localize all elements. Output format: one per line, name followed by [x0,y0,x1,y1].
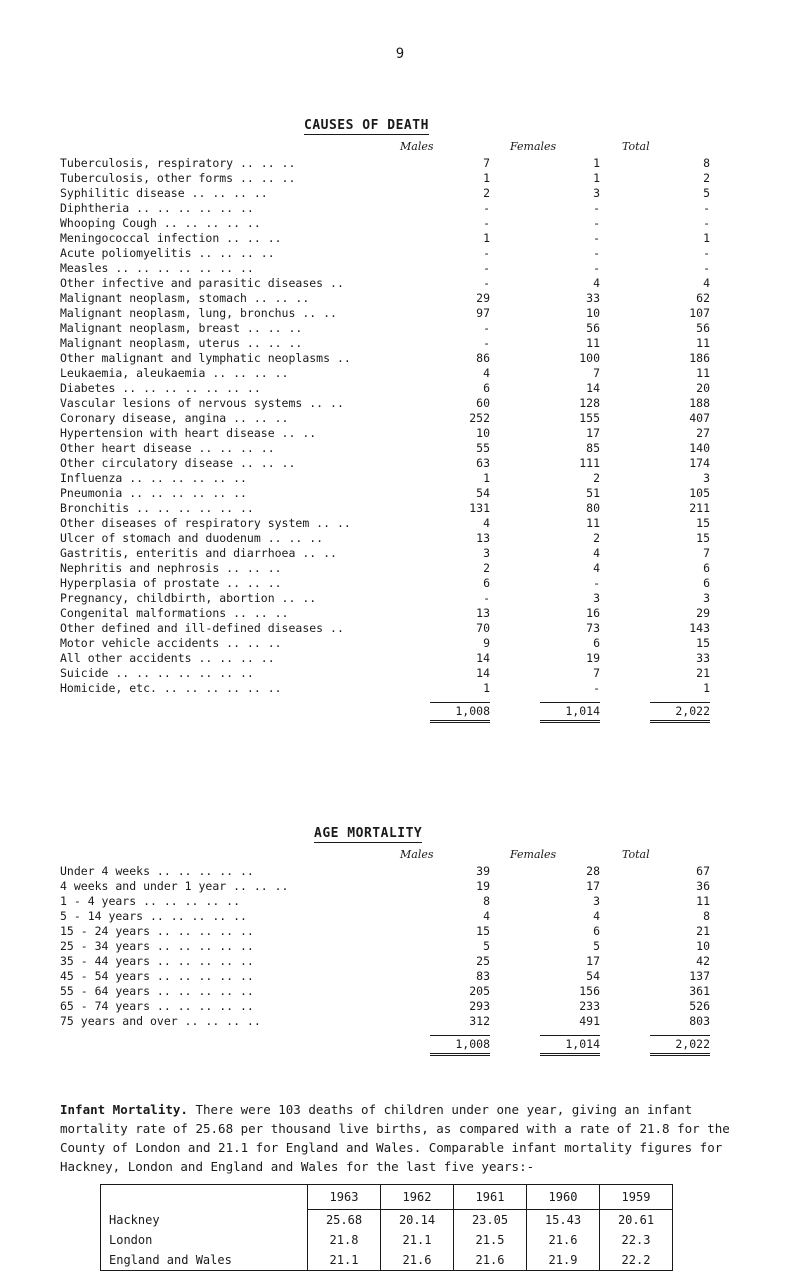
age-total-row [60,1035,720,1059]
age-males-value: 312 [469,1014,490,1028]
causes-total-value: 174 [689,456,710,470]
causes-total-value: 29 [696,606,710,620]
causes-females-value: 6 [593,636,600,650]
causes-cause-label: Hypertension with heart disease .. .. [60,426,317,440]
age-males-value: 39 [476,864,490,878]
causes-females-value: - [593,201,600,215]
causes-cause-label: Other malignant and lymphatic neoplasms .. [60,351,351,365]
causes-cause-label: Tuberculosis, other forms .. .. .. [60,171,296,185]
causes-males-value: - [483,321,490,335]
causes-males-value: 4 [483,516,490,530]
infant-mortality-lead: Infant Mortality. [60,1102,188,1117]
causes-total-value: 7 [703,546,710,560]
age-row [60,1014,720,1029]
causes-row [60,501,720,516]
age-females-value: 17 [586,879,600,893]
age-total-value: 803 [689,1014,710,1028]
causes-males-value: 3 [483,546,490,560]
causes-row [60,231,720,246]
age-total-value: 361 [689,984,710,998]
causes-females-value: 16 [586,606,600,620]
age-males-value: 25 [476,954,490,968]
causes-cause-label: Other circulatory disease .. .. .. [60,456,296,470]
causes-header-males: Males [400,140,434,153]
causes-cause-label: Ulcer of stomach and duodenum .. .. .. [60,531,324,545]
age-males-value: 19 [476,879,490,893]
causes-total-value: 15 [696,531,710,545]
causes-cause-label: Nephritis and nephrosis .. .. .. [60,561,282,575]
causes-cause-label: Influenza .. .. .. .. .. .. [60,471,247,485]
age-males-value: 5 [483,939,490,953]
causes-cause-label: Other diseases of respiratory system .. .. [60,516,351,530]
im-row-label: England and Wales [101,1250,308,1271]
im-rate-value: 21.9 [527,1250,600,1271]
causes-row [60,426,720,441]
causes-females-value: 33 [586,291,600,305]
causes-total-row [60,702,720,726]
causes-row [60,681,720,696]
causes-row [60,621,720,636]
causes-total-value: - [703,261,710,275]
im-rate-value: 21.1 [381,1230,454,1250]
age-table [60,864,720,1059]
causes-males-value: - [483,201,490,215]
causes-total-value: 140 [689,441,710,455]
causes-females-value: 2 [593,531,600,545]
causes-cause-label: All other accidents .. .. .. .. [60,651,275,665]
age-row [60,879,720,894]
causes-row [60,636,720,651]
causes-total-value: 5 [703,186,710,200]
age-total-value: 21 [696,924,710,938]
causes-total-value: - [703,201,710,215]
age-males-value: 4 [483,909,490,923]
causes-total-value: 8 [703,156,710,170]
age-females-value: 54 [586,969,600,983]
causes-total-value: 4 [703,276,710,290]
causes-males-value: 6 [483,381,490,395]
causes-row [60,381,720,396]
age-total-value: 10 [696,939,710,953]
causes-cause-label: Bronchitis .. .. .. .. .. .. [60,501,254,515]
causes-females-value: - [593,261,600,275]
causes-cause-label: Syphilitic disease .. .. .. .. [60,186,268,200]
age-total-value: 67 [696,864,710,878]
im-rate-value: 21.6 [454,1250,527,1271]
causes-total-value: 1 [703,681,710,695]
causes-cause-label: Suicide .. .. .. .. .. .. .. [60,666,254,680]
causes-males-value: 14 [476,666,490,680]
causes-females-value: 7 [593,366,600,380]
age-females-value: 4 [593,909,600,923]
age-males-value: 15 [476,924,490,938]
causes-females-value: 85 [586,441,600,455]
causes-row [60,216,720,231]
causes-cause-label: Diphtheria .. .. .. .. .. .. [60,201,254,215]
causes-females-value: 3 [593,591,600,605]
causes-cause-label: Vascular lesions of nervous systems .. .. [60,396,344,410]
age-males-value: 8 [483,894,490,908]
causes-males-value: 6 [483,576,490,590]
age-cause-label: Under 4 weeks .. .. .. .. .. [60,864,254,878]
causes-males-value: 7 [483,156,490,170]
causes-cause-label: Motor vehicle accidents .. .. .. [60,636,282,650]
age-total-value: 42 [696,954,710,968]
causes-cause-label: Malignant neoplasm, uterus .. .. .. [60,336,303,350]
causes-row [60,456,720,471]
causes-females-value: 1 [593,156,600,170]
im-header-blank [101,1185,308,1210]
causes-males-value: 4 [483,366,490,380]
im-rate-value: 25.68 [308,1210,381,1231]
causes-row [60,321,720,336]
causes-females-value: - [593,246,600,260]
causes-males-value: 13 [476,606,490,620]
infant-mortality-text: There were 103 deaths of children under one year, giving an infant mortality rate of 25.68 per thousand live births, as compared with a rate of 21.8 for the County of London and 21.1 for England and Wales. Comparable infant mortality figures for Hackney, London and England and Wales for the last five years:- [60,1102,730,1174]
causes-cause-label: Other defined and ill-defined diseases .. [60,621,344,635]
age-cause-label: 1 - 4 years .. .. .. .. .. [60,894,241,908]
im-rate-value: 15.43 [527,1210,600,1231]
causes-row [60,411,720,426]
age-cause-label: 55 - 64 years .. .. .. .. .. [60,984,254,998]
causes-females-value: 155 [579,411,600,425]
causes-males-value: - [483,591,490,605]
causes-title: CAUSES OF DEATH [304,118,429,133]
causes-cause-label: Other infective and parasitic diseases .. [60,276,344,290]
causes-males-value: 2 [483,561,490,575]
causes-cause-label: Homicide, etc. .. .. .. .. .. .. [60,681,282,695]
causes-males-value: 1 [483,681,490,695]
causes-row [60,261,720,276]
causes-females-value: 3 [593,186,600,200]
causes-row [60,516,720,531]
causes-header-females: Females [510,140,557,153]
causes-total-value: 105 [689,486,710,500]
age-males-value: 293 [469,999,490,1013]
causes-cause-label: Meningococcal infection .. .. .. [60,231,282,245]
causes-cause-label: Gastritis, enteritis and diarrhoea .. .. [60,546,337,560]
age-row [60,984,720,999]
im-rate-value: 22.2 [600,1250,673,1271]
causes-males-value: - [483,246,490,260]
age-cause-label: 4 weeks and under 1 year .. .. .. [60,879,289,893]
im-year-1960: 1960 [527,1185,600,1210]
causes-total-value: 107 [689,306,710,320]
causes-females-value: 4 [593,276,600,290]
age-row [60,954,720,969]
causes-females-value: 4 [593,561,600,575]
causes-females-value: 10 [586,306,600,320]
causes-females-value: 56 [586,321,600,335]
age-cause-label: 75 years and over .. .. .. .. [60,1014,261,1028]
causes-row [60,561,720,576]
causes-males-value: 29 [476,291,490,305]
causes-total-value: 2 [703,171,710,185]
im-rate-value: 21.5 [454,1230,527,1250]
age-title: AGE MORTALITY [314,826,423,841]
causes-row [60,276,720,291]
causes-total-value: 407 [689,411,710,425]
causes-females-value: 128 [579,396,600,410]
causes-females-value: 11 [586,516,600,530]
causes-females-value: 7 [593,666,600,680]
causes-row [60,396,720,411]
age-header-females: Females [510,848,557,861]
causes-females-value: - [593,576,600,590]
causes-males-total: 1,008 [430,702,490,723]
causes-total-value: - [703,246,710,260]
causes-row [60,351,720,366]
causes-total-value: 186 [689,351,710,365]
infant-mortality-paragraph [60,1100,750,1176]
im-rate-value: 21.6 [381,1250,454,1271]
age-row [60,864,720,879]
causes-header-total: Total [622,140,650,153]
causes-females-value: - [593,231,600,245]
causes-females-value: 111 [579,456,600,470]
causes-males-value: 252 [469,411,490,425]
im-rate-value: 20.14 [381,1210,454,1231]
age-total-value: 11 [696,894,710,908]
age-row [60,999,720,1014]
causes-total-value: 33 [696,651,710,665]
causes-males-value: 9 [483,636,490,650]
causes-total-value: 6 [703,561,710,575]
causes-total-value: 3 [703,591,710,605]
causes-total-value: 27 [696,426,710,440]
age-total-value: 526 [689,999,710,1013]
causes-males-value: - [483,276,490,290]
causes-row [60,486,720,501]
causes-males-value: 13 [476,531,490,545]
causes-males-value: 70 [476,621,490,635]
causes-cause-label: Leukaemia, aleukaemia .. .. .. .. [60,366,289,380]
causes-total-value: 15 [696,636,710,650]
causes-females-value: 4 [593,546,600,560]
causes-total-value: 6 [703,576,710,590]
causes-cause-label: Malignant neoplasm, stomach .. .. .. [60,291,310,305]
age-cause-label: 5 - 14 years .. .. .. .. .. [60,909,247,923]
age-cause-label: 35 - 44 years .. .. .. .. .. [60,954,254,968]
im-year-1962: 1962 [381,1185,454,1210]
causes-cause-label: Congenital malformations .. .. .. [60,606,289,620]
causes-males-value: 2 [483,186,490,200]
causes-total-value: 62 [696,291,710,305]
causes-table [60,156,720,726]
im-row [101,1250,673,1271]
age-grand-total: 2,022 [650,1035,710,1056]
causes-cause-label: Whooping Cough .. .. .. .. .. [60,216,261,230]
page-number: 9 [395,46,405,62]
causes-row [60,306,720,321]
im-rate-value: 21.8 [308,1230,381,1250]
age-total-value: 8 [703,909,710,923]
causes-females-value: 2 [593,471,600,485]
causes-females-value: 14 [586,381,600,395]
causes-males-value: 1 [483,171,490,185]
causes-females-value: 73 [586,621,600,635]
age-females-value: 3 [593,894,600,908]
causes-cause-label: Coronary disease, angina .. .. .. [60,411,289,425]
age-females-value: 5 [593,939,600,953]
age-females-value: 28 [586,864,600,878]
age-row [60,969,720,984]
causes-females-value: 11 [586,336,600,350]
causes-cause-label: Pregnancy, childbirth, abortion .. .. [60,591,317,605]
causes-females-total: 1,014 [540,702,600,723]
age-cause-label: 15 - 24 years .. .. .. .. .. [60,924,254,938]
causes-cause-label: Diabetes .. .. .. .. .. .. .. [60,381,261,395]
causes-males-value: 1 [483,471,490,485]
causes-row [60,441,720,456]
age-row [60,939,720,954]
causes-females-value: 51 [586,486,600,500]
age-row [60,909,720,924]
causes-males-value: 55 [476,441,490,455]
causes-males-value: 86 [476,351,490,365]
age-cause-label: 65 - 74 years .. .. .. .. .. [60,999,254,1013]
causes-males-value: 97 [476,306,490,320]
im-row [101,1210,673,1231]
causes-row [60,366,720,381]
causes-total-value: 3 [703,471,710,485]
causes-grand-total: 2,022 [650,702,710,723]
causes-males-value: 63 [476,456,490,470]
causes-cause-label: Hyperplasia of prostate .. .. .. [60,576,282,590]
causes-total-value: 20 [696,381,710,395]
causes-total-value: 188 [689,396,710,410]
im-rate-value: 20.61 [600,1210,673,1231]
causes-row [60,186,720,201]
im-rate-value: 22.3 [600,1230,673,1250]
causes-males-value: - [483,216,490,230]
im-row-label: London [101,1230,308,1250]
causes-total-value: 211 [689,501,710,515]
causes-row [60,246,720,261]
causes-males-value: 131 [469,501,490,515]
age-cause-label: 45 - 54 years .. .. .. .. .. [60,969,254,983]
causes-total-value: 21 [696,666,710,680]
causes-males-value: - [483,261,490,275]
causes-row [60,591,720,606]
im-rate-value: 21.6 [527,1230,600,1250]
causes-row [60,546,720,561]
im-rate-value: 23.05 [454,1210,527,1231]
infant-mortality-table [100,1184,673,1271]
age-females-value: 156 [579,984,600,998]
causes-males-value: - [483,336,490,350]
causes-females-value: - [593,681,600,695]
causes-total-value: 56 [696,321,710,335]
age-header-males: Males [400,848,434,861]
causes-row [60,606,720,621]
im-row-label: Hackney [101,1210,308,1231]
causes-cause-label: Measles .. .. .. .. .. .. .. [60,261,254,275]
age-header-total: Total [622,848,650,861]
causes-males-value: 60 [476,396,490,410]
causes-males-value: 14 [476,651,490,665]
age-total-value: 36 [696,879,710,893]
causes-cause-label: Pneumonia .. .. .. .. .. .. [60,486,247,500]
causes-row [60,651,720,666]
causes-total-value: - [703,216,710,230]
im-row [101,1230,673,1250]
causes-total-value: 143 [689,621,710,635]
causes-row [60,291,720,306]
causes-row [60,666,720,681]
causes-cause-label: Other heart disease .. .. .. .. [60,441,275,455]
age-females-total: 1,014 [540,1035,600,1056]
age-females-value: 233 [579,999,600,1013]
im-year-1961: 1961 [454,1185,527,1210]
causes-row [60,201,720,216]
causes-total-value: 1 [703,231,710,245]
causes-cause-label: Malignant neoplasm, breast .. .. .. [60,321,303,335]
causes-females-value: 80 [586,501,600,515]
age-females-value: 17 [586,954,600,968]
causes-males-value: 54 [476,486,490,500]
causes-females-value: 100 [579,351,600,365]
causes-females-value: 19 [586,651,600,665]
causes-cause-label: Acute poliomyelitis .. .. .. .. [60,246,275,260]
im-year-1959: 1959 [600,1185,673,1210]
causes-row [60,171,720,186]
age-males-total: 1,008 [430,1035,490,1056]
age-males-value: 83 [476,969,490,983]
causes-row [60,336,720,351]
causes-total-value: 15 [696,516,710,530]
causes-males-value: 10 [476,426,490,440]
causes-cause-label: Malignant neoplasm, lung, bronchus .. .. [60,306,337,320]
age-females-value: 491 [579,1014,600,1028]
causes-row [60,156,720,171]
age-row [60,894,720,909]
causes-row [60,471,720,486]
age-row [60,924,720,939]
causes-row [60,531,720,546]
causes-total-value: 11 [696,336,710,350]
causes-females-value: 17 [586,426,600,440]
causes-males-value: 1 [483,231,490,245]
causes-row [60,576,720,591]
age-cause-label: 25 - 34 years .. .. .. .. .. [60,939,254,953]
im-year-1963: 1963 [308,1185,381,1210]
causes-total-value: 11 [696,366,710,380]
causes-females-value: 1 [593,171,600,185]
age-total-value: 137 [689,969,710,983]
age-females-value: 6 [593,924,600,938]
causes-females-value: - [593,216,600,230]
im-rate-value: 21.1 [308,1250,381,1271]
causes-cause-label: Tuberculosis, respiratory .. .. .. [60,156,296,170]
age-males-value: 205 [469,984,490,998]
